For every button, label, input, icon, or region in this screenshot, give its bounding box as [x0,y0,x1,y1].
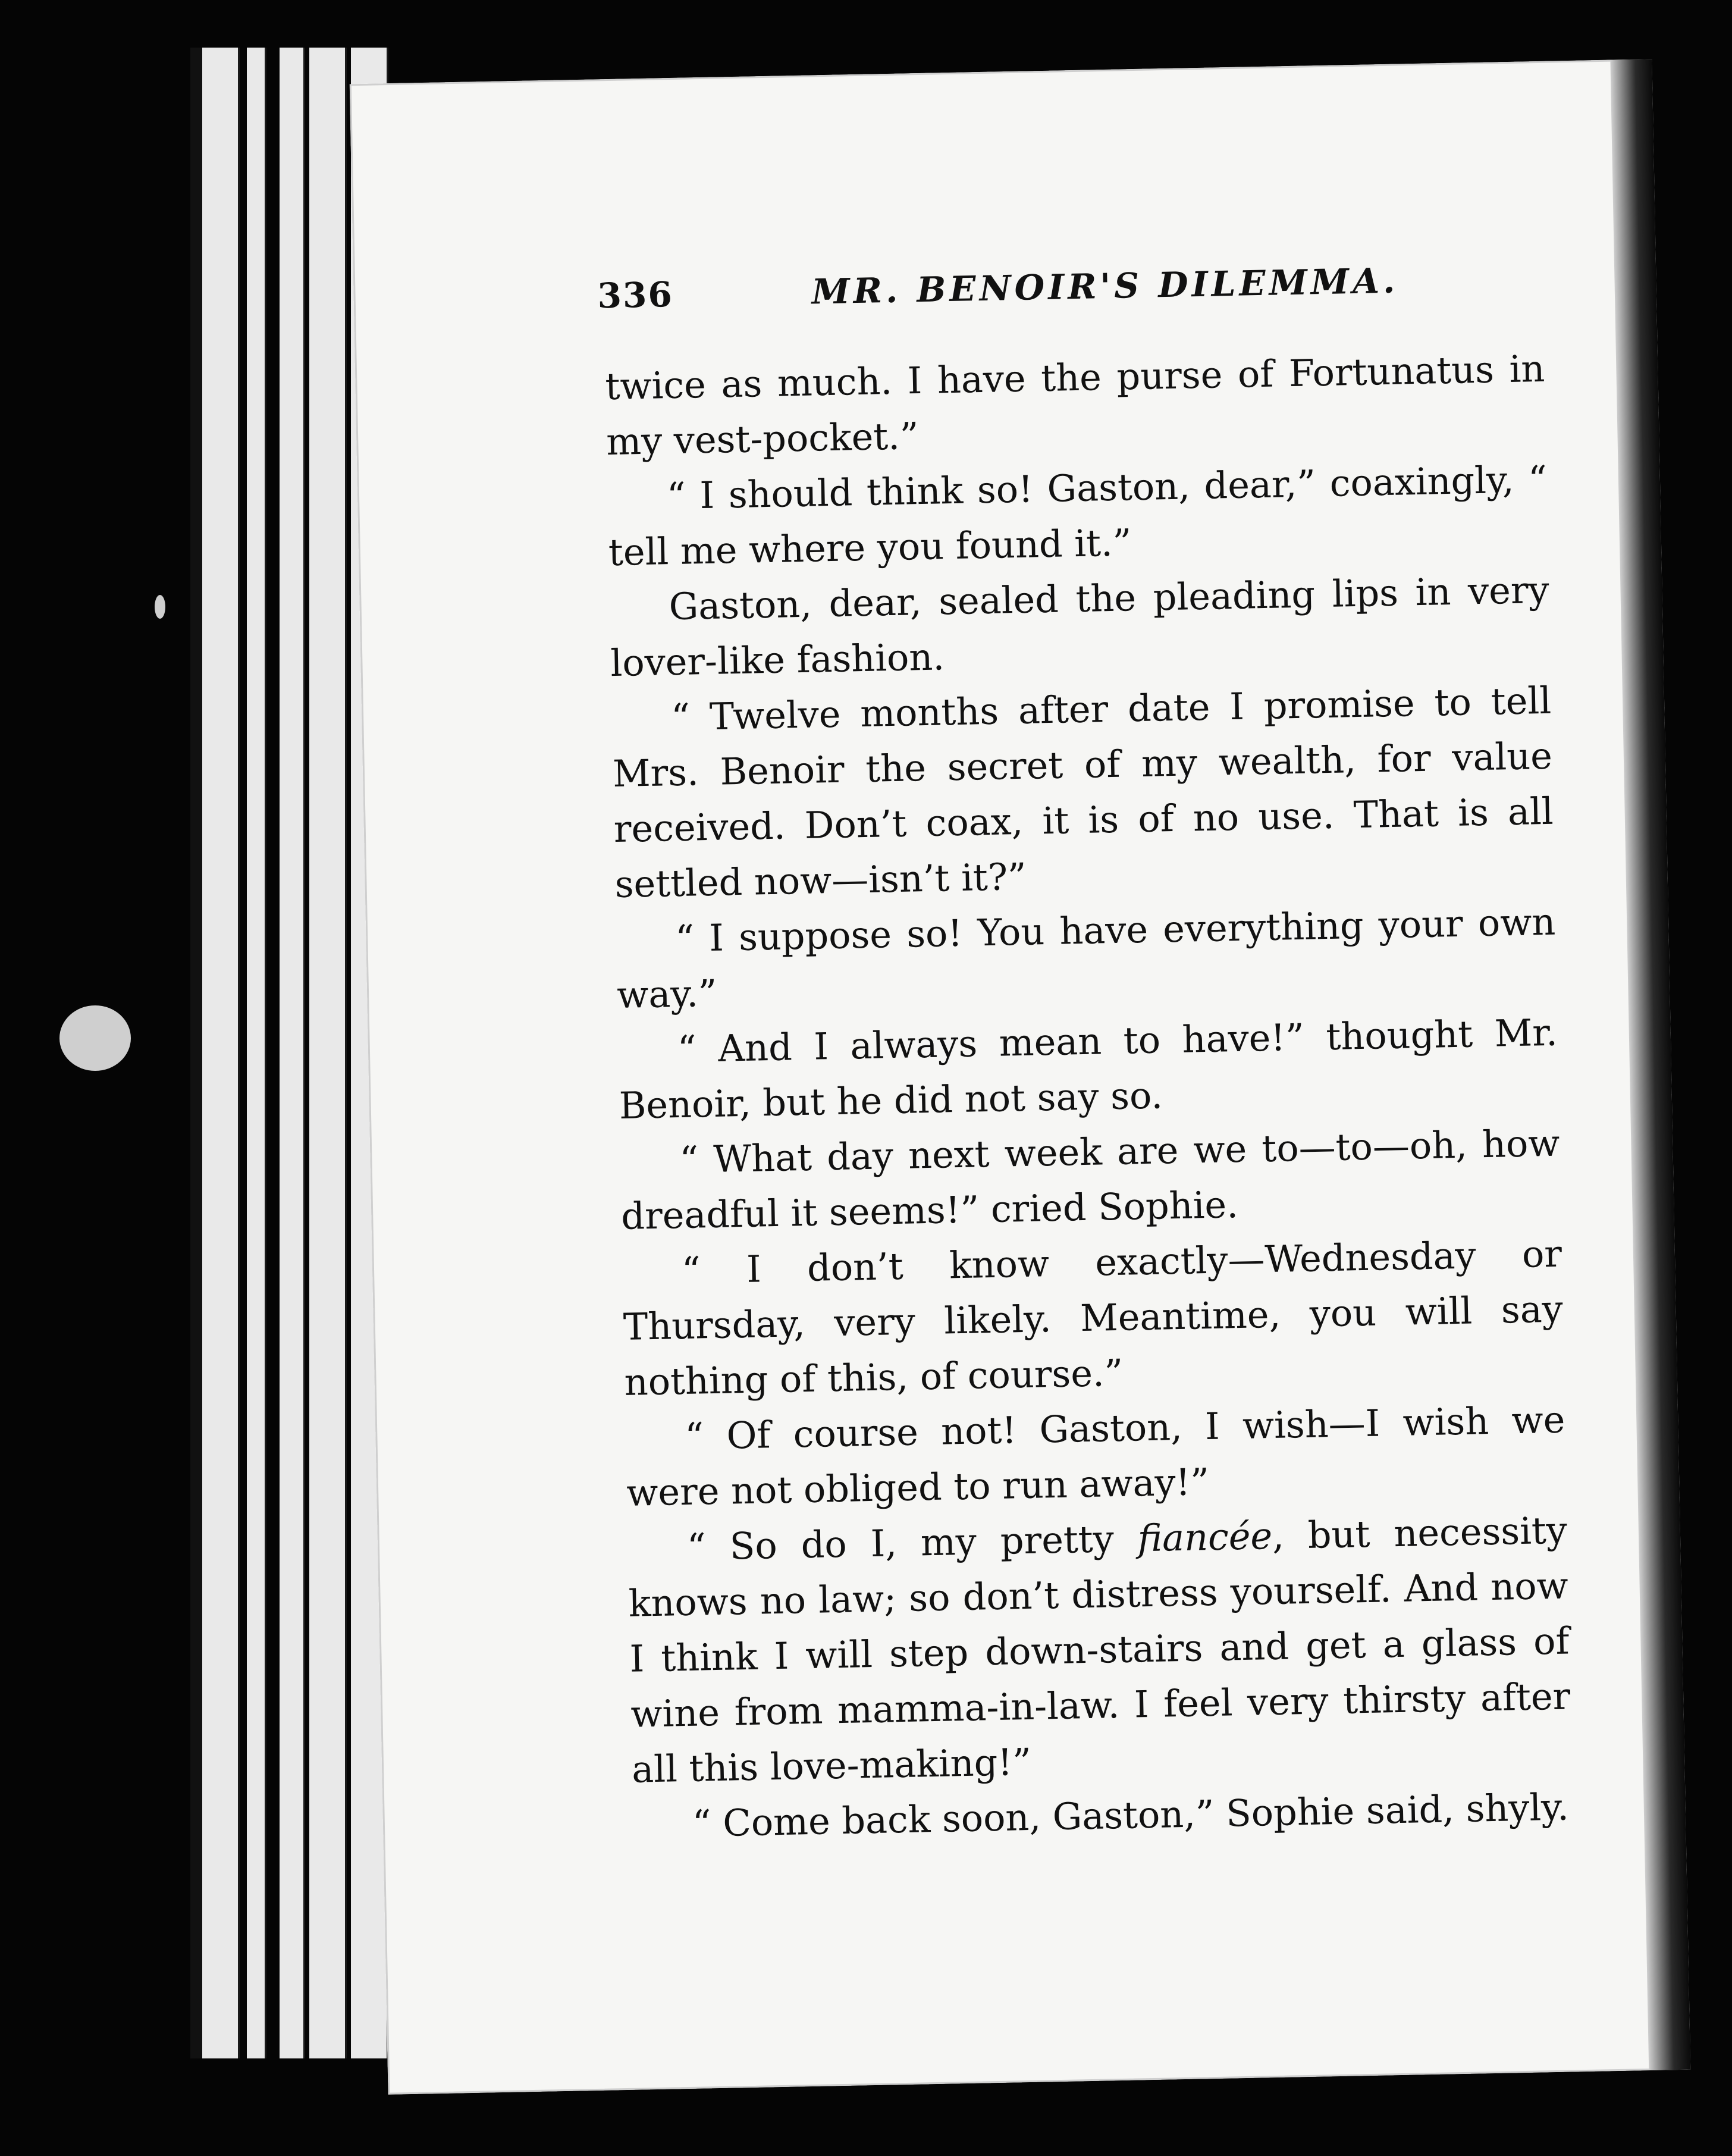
paragraph: “ I don’t know exactly—Wednesday or Thursday, very likely. Meantime, you will say nothing of this, of course.” [623,1231,1564,1404]
page-edge [247,48,266,2058]
book-page [350,59,1690,2094]
paragraph: “ And I always mean to have!” thought Mr. Benoir, but he did not say so. [619,1010,1558,1127]
paragraph: “ Twelve months after date I promise to tell Mrs. Benoir the secret of my wealth, for value received. Don’t coax, it is of no use. That is all settled now—isn’t it?” [612,678,1554,907]
running-head: MR. BENOIR'S DILEMMA. [811,260,1399,312]
paragraph: “ Come back soon, Gaston,” Sophie said, shyly. [692,1785,1570,1845]
italic-word: fiancée [1137,1514,1273,1560]
scan-speck [155,595,165,619]
page-header [597,258,1538,323]
paragraph: “ I suppose so! You have everything your own way.” [616,900,1556,1017]
page-edge [309,48,347,2058]
paragraph-text: , but necessity knows no law; so don’t distress yourself. And now I think I will step down-stairs and get a glass of wine from mamma-in-law. I feel very thirsty after all this love-making!” [628,1508,1571,1791]
page-edge [202,48,240,2058]
page-edge [280,48,305,2058]
paragraph-text: “ So do I, my pretty [686,1516,1138,1569]
book-spine-shadow [190,48,202,2058]
paragraph [627,1502,1572,1797]
body-text [605,341,1573,1853]
page-gutter-shadow [1610,59,1690,2070]
paragraph: “ What day next week are we to—to—oh, how dreadful it seems!” cried Sophie. [620,1121,1561,1238]
scan-speck [59,1005,131,1071]
paragraph: Gaston, dear, sealed the pleading lips in very lover-like fashion. [610,568,1550,685]
paragraph: twice as much. I have the purse of Fortunatus in my vest-pocket.” [604,346,1546,464]
page-number: 336 [597,274,674,316]
paragraph: “ Of course not! Gaston, I wish—I wish we were not obliged to run away!” [626,1397,1565,1515]
paragraph: “ I should think so! Gaston, dear,” coaxingly, “ tell me where you found it.” [608,457,1548,575]
